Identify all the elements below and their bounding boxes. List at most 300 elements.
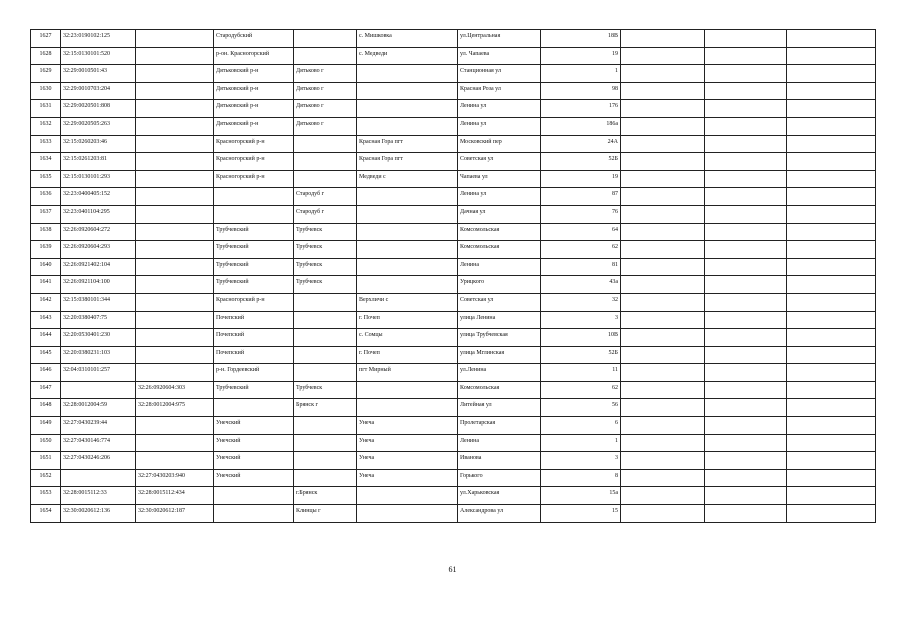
- city-cell: Дятьково г: [294, 65, 357, 83]
- additional-cadastral-number-cell: [136, 223, 214, 241]
- house-number-cell: 76: [541, 205, 621, 223]
- table-row: [31, 329, 876, 347]
- house-number-cell: 98: [541, 82, 621, 100]
- empty-cell: [705, 346, 787, 364]
- additional-cadastral-number-cell: [136, 135, 214, 153]
- locality-cell: [357, 381, 458, 399]
- district-cell: Трубчевский: [214, 381, 294, 399]
- city-cell: Стародуб г: [294, 188, 357, 206]
- house-number-cell: 18В: [541, 30, 621, 48]
- locality-cell: [357, 223, 458, 241]
- empty-cell: [705, 117, 787, 135]
- street-cell: улица Трубчевская: [458, 329, 541, 347]
- additional-cadastral-number-cell: [136, 170, 214, 188]
- locality-cell: с. Медведи: [357, 47, 458, 65]
- street-cell: Чапаева ул: [458, 170, 541, 188]
- house-number-cell: 24А: [541, 135, 621, 153]
- empty-cell: [621, 329, 705, 347]
- empty-cell: [787, 311, 876, 329]
- house-number-cell: 64: [541, 223, 621, 241]
- empty-cell: [705, 487, 787, 505]
- street-cell: ул.Харьковская: [458, 487, 541, 505]
- empty-cell: [705, 65, 787, 83]
- street-cell: ул.Центральная: [458, 30, 541, 48]
- empty-cell: [621, 47, 705, 65]
- empty-cell: [621, 117, 705, 135]
- locality-cell: Унеча: [357, 434, 458, 452]
- street-cell: Красная Роза ул: [458, 82, 541, 100]
- table-row: [31, 434, 876, 452]
- house-number-cell: 15: [541, 505, 621, 523]
- empty-cell: [621, 241, 705, 259]
- empty-cell: [787, 505, 876, 523]
- locality-cell: [357, 241, 458, 259]
- row-number-cell: 1654: [31, 505, 61, 523]
- empty-cell: [705, 100, 787, 118]
- empty-cell: [705, 188, 787, 206]
- district-cell: р-н. Гордеевский: [214, 364, 294, 382]
- district-cell: Унечский: [214, 469, 294, 487]
- row-number-cell: 1650: [31, 434, 61, 452]
- city-cell: [294, 452, 357, 470]
- locality-cell: г. Почеп: [357, 311, 458, 329]
- row-number-cell: 1637: [31, 205, 61, 223]
- locality-cell: Красная Гора пгт: [357, 153, 458, 171]
- table-row: [31, 65, 876, 83]
- table-row: [31, 188, 876, 206]
- empty-cell: [787, 170, 876, 188]
- city-cell: Клинцы г: [294, 505, 357, 523]
- table-row: [31, 258, 876, 276]
- empty-cell: [787, 117, 876, 135]
- street-cell: Комсомольская: [458, 223, 541, 241]
- cadastral-number-cell: 32:26:0921104:100: [61, 276, 136, 294]
- street-cell: улица Ленина: [458, 311, 541, 329]
- additional-cadastral-number-cell: [136, 452, 214, 470]
- row-number-cell: 1631: [31, 100, 61, 118]
- empty-cell: [705, 205, 787, 223]
- empty-cell: [705, 469, 787, 487]
- additional-cadastral-number-cell: [136, 346, 214, 364]
- table-row: [31, 469, 876, 487]
- locality-cell: [357, 505, 458, 523]
- locality-cell: [357, 100, 458, 118]
- house-number-cell: 10В: [541, 329, 621, 347]
- district-cell: Унечский: [214, 452, 294, 470]
- city-cell: [294, 293, 357, 311]
- district-cell: [214, 505, 294, 523]
- empty-cell: [705, 434, 787, 452]
- district-cell: Дятьковский р-н: [214, 82, 294, 100]
- empty-cell: [787, 434, 876, 452]
- empty-cell: [705, 47, 787, 65]
- empty-cell: [705, 276, 787, 294]
- additional-cadastral-number-cell: [136, 241, 214, 259]
- district-cell: Дятьковский р-н: [214, 65, 294, 83]
- house-number-cell: 52Б: [541, 153, 621, 171]
- empty-cell: [621, 170, 705, 188]
- row-number-cell: 1638: [31, 223, 61, 241]
- street-cell: Комсомольская: [458, 381, 541, 399]
- house-number-cell: 3: [541, 452, 621, 470]
- house-number-cell: 52Б: [541, 346, 621, 364]
- row-number-cell: 1642: [31, 293, 61, 311]
- empty-cell: [621, 65, 705, 83]
- empty-cell: [621, 469, 705, 487]
- empty-cell: [787, 276, 876, 294]
- house-number-cell: 19: [541, 170, 621, 188]
- row-number-cell: 1641: [31, 276, 61, 294]
- table-row: [31, 364, 876, 382]
- street-cell: Урицкого: [458, 276, 541, 294]
- empty-cell: [621, 346, 705, 364]
- row-number-cell: 1635: [31, 170, 61, 188]
- cadastral-number-cell: 32:04:0310101:257: [61, 364, 136, 382]
- city-cell: [294, 417, 357, 435]
- table-row: [31, 452, 876, 470]
- locality-cell: г. Почеп: [357, 346, 458, 364]
- district-cell: [214, 487, 294, 505]
- locality-cell: [357, 205, 458, 223]
- additional-cadastral-number-cell: 32:28:0012004:975: [136, 399, 214, 417]
- street-cell: Ленина: [458, 258, 541, 276]
- additional-cadastral-number-cell: [136, 47, 214, 65]
- cadastral-number-cell: 32:29:0010703:204: [61, 82, 136, 100]
- street-cell: Ленина ул: [458, 100, 541, 118]
- house-number-cell: 56: [541, 399, 621, 417]
- empty-cell: [787, 293, 876, 311]
- empty-cell: [787, 399, 876, 417]
- street-cell: Пролетарская: [458, 417, 541, 435]
- street-cell: Ленина ул: [458, 188, 541, 206]
- empty-cell: [705, 30, 787, 48]
- cadastral-number-cell: 32:15:0130101:293: [61, 170, 136, 188]
- table-row: [31, 47, 876, 65]
- cadastral-number-cell: 32:26:0921402:104: [61, 258, 136, 276]
- table-row: [31, 82, 876, 100]
- street-cell: Александрова ул: [458, 505, 541, 523]
- row-number-cell: 1651: [31, 452, 61, 470]
- empty-cell: [787, 452, 876, 470]
- empty-cell: [705, 381, 787, 399]
- row-number-cell: 1632: [31, 117, 61, 135]
- empty-cell: [787, 417, 876, 435]
- district-cell: Трубчевский: [214, 258, 294, 276]
- row-number-cell: 1640: [31, 258, 61, 276]
- cadastral-number-cell: 32:23:0401104:295: [61, 205, 136, 223]
- empty-cell: [787, 47, 876, 65]
- city-cell: Стародуб г: [294, 205, 357, 223]
- cadastral-number-cell: 32:15:0130101:520: [61, 47, 136, 65]
- row-number-cell: 1648: [31, 399, 61, 417]
- locality-cell: Унеча: [357, 417, 458, 435]
- table-row: [31, 346, 876, 364]
- empty-cell: [621, 311, 705, 329]
- empty-cell: [705, 258, 787, 276]
- row-number-cell: 1649: [31, 417, 61, 435]
- table-row: [31, 399, 876, 417]
- table-row: [31, 505, 876, 523]
- house-number-cell: 43а: [541, 276, 621, 294]
- empty-cell: [621, 153, 705, 171]
- empty-cell: [787, 469, 876, 487]
- house-number-cell: 1: [541, 434, 621, 452]
- empty-cell: [621, 205, 705, 223]
- locality-cell: с. Сомцы: [357, 329, 458, 347]
- additional-cadastral-number-cell: [136, 65, 214, 83]
- locality-cell: Унеча: [357, 469, 458, 487]
- street-cell: Иванова: [458, 452, 541, 470]
- additional-cadastral-number-cell: [136, 276, 214, 294]
- empty-cell: [621, 276, 705, 294]
- empty-cell: [787, 30, 876, 48]
- city-cell: г.Брянск: [294, 487, 357, 505]
- empty-cell: [705, 399, 787, 417]
- empty-cell: [705, 293, 787, 311]
- empty-cell: [621, 188, 705, 206]
- street-cell: Комсомольская: [458, 241, 541, 259]
- house-number-cell: 32: [541, 293, 621, 311]
- table-row: [31, 276, 876, 294]
- table-row: [31, 135, 876, 153]
- table-row: [31, 117, 876, 135]
- cadastral-number-cell: 32:15:0380101:344: [61, 293, 136, 311]
- street-cell: Московский пер: [458, 135, 541, 153]
- empty-cell: [621, 293, 705, 311]
- house-number-cell: 8: [541, 469, 621, 487]
- empty-cell: [705, 311, 787, 329]
- additional-cadastral-number-cell: [136, 30, 214, 48]
- empty-cell: [621, 258, 705, 276]
- empty-cell: [621, 100, 705, 118]
- cadastral-number-cell: 32:15:0260203:46: [61, 135, 136, 153]
- additional-cadastral-number-cell: [136, 434, 214, 452]
- district-cell: Красногорский р-н: [214, 293, 294, 311]
- cadastral-number-cell: 32:29:0010501:43: [61, 65, 136, 83]
- table-row: [31, 153, 876, 171]
- empty-cell: [705, 505, 787, 523]
- district-cell: Трубчевский: [214, 276, 294, 294]
- locality-cell: [357, 276, 458, 294]
- row-number-cell: 1627: [31, 30, 61, 48]
- additional-cadastral-number-cell: [136, 364, 214, 382]
- city-cell: [294, 47, 357, 65]
- house-number-cell: 62: [541, 381, 621, 399]
- additional-cadastral-number-cell: [136, 188, 214, 206]
- city-cell: [294, 469, 357, 487]
- district-cell: Трубчевский: [214, 223, 294, 241]
- house-number-cell: 186а: [541, 117, 621, 135]
- page-number: 61: [448, 565, 457, 574]
- empty-cell: [787, 364, 876, 382]
- city-cell: [294, 170, 357, 188]
- cadastral-number-cell: 32:29:0020505:263: [61, 117, 136, 135]
- empty-cell: [787, 241, 876, 259]
- empty-cell: [705, 135, 787, 153]
- district-cell: [214, 399, 294, 417]
- cadastral-number-cell: 32:27:0430146:774: [61, 434, 136, 452]
- cadastral-number-cell: 32:29:0020501:808: [61, 100, 136, 118]
- street-cell: улица Мглинская: [458, 346, 541, 364]
- table-row: [31, 30, 876, 48]
- property-registry-table: [30, 29, 876, 523]
- empty-cell: [705, 417, 787, 435]
- table-row: [31, 293, 876, 311]
- row-number-cell: 1652: [31, 469, 61, 487]
- row-number-cell: 1628: [31, 47, 61, 65]
- city-cell: [294, 311, 357, 329]
- house-number-cell: 15а: [541, 487, 621, 505]
- street-cell: ул. Чапаева: [458, 47, 541, 65]
- house-number-cell: 6: [541, 417, 621, 435]
- locality-cell: [357, 258, 458, 276]
- city-cell: [294, 329, 357, 347]
- empty-cell: [787, 258, 876, 276]
- house-number-cell: 11: [541, 364, 621, 382]
- cadastral-number-cell: [61, 381, 136, 399]
- city-cell: Брянск г: [294, 399, 357, 417]
- district-cell: Дятьковский р-н: [214, 100, 294, 118]
- additional-cadastral-number-cell: [136, 293, 214, 311]
- empty-cell: [787, 65, 876, 83]
- row-number-cell: 1645: [31, 346, 61, 364]
- row-number-cell: 1636: [31, 188, 61, 206]
- row-number-cell: 1630: [31, 82, 61, 100]
- street-cell: Горького: [458, 469, 541, 487]
- additional-cadastral-number-cell: [136, 258, 214, 276]
- cadastral-number-cell: 32:26:0920604:293: [61, 241, 136, 259]
- locality-cell: [357, 188, 458, 206]
- additional-cadastral-number-cell: 32:27:0430203:940: [136, 469, 214, 487]
- empty-cell: [787, 188, 876, 206]
- document-page: [30, 29, 876, 523]
- empty-cell: [621, 434, 705, 452]
- empty-cell: [705, 223, 787, 241]
- table-row: [31, 205, 876, 223]
- street-cell: Литейная ул: [458, 399, 541, 417]
- city-cell: Дятьково г: [294, 82, 357, 100]
- additional-cadastral-number-cell: [136, 417, 214, 435]
- empty-cell: [705, 452, 787, 470]
- empty-cell: [787, 82, 876, 100]
- street-cell: Станционная ул: [458, 65, 541, 83]
- house-number-cell: 62: [541, 241, 621, 259]
- district-cell: Унечский: [214, 434, 294, 452]
- row-number-cell: 1639: [31, 241, 61, 259]
- district-cell: Красногорский р-н: [214, 170, 294, 188]
- empty-cell: [705, 364, 787, 382]
- district-cell: [214, 205, 294, 223]
- city-cell: Дятьково г: [294, 100, 357, 118]
- cadastral-number-cell: 32:27:0430246:206: [61, 452, 136, 470]
- house-number-cell: 176: [541, 100, 621, 118]
- cadastral-number-cell: 32:23:0190102:125: [61, 30, 136, 48]
- street-cell: Советская ул: [458, 153, 541, 171]
- district-cell: Красногорский р-н: [214, 153, 294, 171]
- empty-cell: [787, 346, 876, 364]
- locality-cell: [357, 82, 458, 100]
- cadastral-number-cell: 32:26:0920604:272: [61, 223, 136, 241]
- house-number-cell: 81: [541, 258, 621, 276]
- city-cell: Трубчевск: [294, 381, 357, 399]
- empty-cell: [705, 329, 787, 347]
- table-row: [31, 487, 876, 505]
- table-row: [31, 170, 876, 188]
- empty-cell: [787, 205, 876, 223]
- city-cell: Трубчевск: [294, 223, 357, 241]
- empty-cell: [787, 100, 876, 118]
- empty-cell: [621, 223, 705, 241]
- row-number-cell: 1629: [31, 65, 61, 83]
- row-number-cell: 1647: [31, 381, 61, 399]
- street-cell: ул.Ленина: [458, 364, 541, 382]
- additional-cadastral-number-cell: [136, 311, 214, 329]
- additional-cadastral-number-cell: [136, 117, 214, 135]
- empty-cell: [705, 82, 787, 100]
- district-cell: р-он. Красногорский: [214, 47, 294, 65]
- locality-cell: с. Мишковка: [357, 30, 458, 48]
- locality-cell: [357, 487, 458, 505]
- table-row: [31, 311, 876, 329]
- city-cell: [294, 434, 357, 452]
- additional-cadastral-number-cell: [136, 205, 214, 223]
- row-number-cell: 1633: [31, 135, 61, 153]
- city-cell: [294, 30, 357, 48]
- district-cell: Почепский: [214, 311, 294, 329]
- row-number-cell: 1634: [31, 153, 61, 171]
- registry-body: [31, 30, 876, 523]
- empty-cell: [621, 399, 705, 417]
- cadastral-number-cell: 32:28:0015112:33: [61, 487, 136, 505]
- street-cell: Ленина ул: [458, 117, 541, 135]
- cadastral-number-cell: 32:23:0400405:152: [61, 188, 136, 206]
- table-row: [31, 417, 876, 435]
- district-cell: [214, 188, 294, 206]
- locality-cell: Медведи с: [357, 170, 458, 188]
- district-cell: Стародубский: [214, 30, 294, 48]
- city-cell: Трубчевск: [294, 276, 357, 294]
- empty-cell: [621, 452, 705, 470]
- empty-cell: [787, 381, 876, 399]
- additional-cadastral-number-cell: [136, 82, 214, 100]
- row-number-cell: 1644: [31, 329, 61, 347]
- cadastral-number-cell: 32:20:0380231:103: [61, 346, 136, 364]
- city-cell: Трубчевск: [294, 241, 357, 259]
- district-cell: Дятьковский р-н: [214, 117, 294, 135]
- additional-cadastral-number-cell: 32:30:0020612:187: [136, 505, 214, 523]
- empty-cell: [621, 82, 705, 100]
- locality-cell: Верхличи с: [357, 293, 458, 311]
- empty-cell: [621, 487, 705, 505]
- additional-cadastral-number-cell: [136, 100, 214, 118]
- additional-cadastral-number-cell: [136, 153, 214, 171]
- cadastral-number-cell: 32:28:0012004:59: [61, 399, 136, 417]
- city-cell: [294, 135, 357, 153]
- street-cell: Дачная ул: [458, 205, 541, 223]
- house-number-cell: 3: [541, 311, 621, 329]
- locality-cell: Унеча: [357, 452, 458, 470]
- cadastral-number-cell: 32:20:0380407:75: [61, 311, 136, 329]
- empty-cell: [621, 364, 705, 382]
- locality-cell: [357, 399, 458, 417]
- empty-cell: [621, 505, 705, 523]
- additional-cadastral-number-cell: 32:28:0015112:434: [136, 487, 214, 505]
- street-cell: Ленина: [458, 434, 541, 452]
- city-cell: [294, 153, 357, 171]
- district-cell: Унечский: [214, 417, 294, 435]
- empty-cell: [621, 30, 705, 48]
- city-cell: [294, 346, 357, 364]
